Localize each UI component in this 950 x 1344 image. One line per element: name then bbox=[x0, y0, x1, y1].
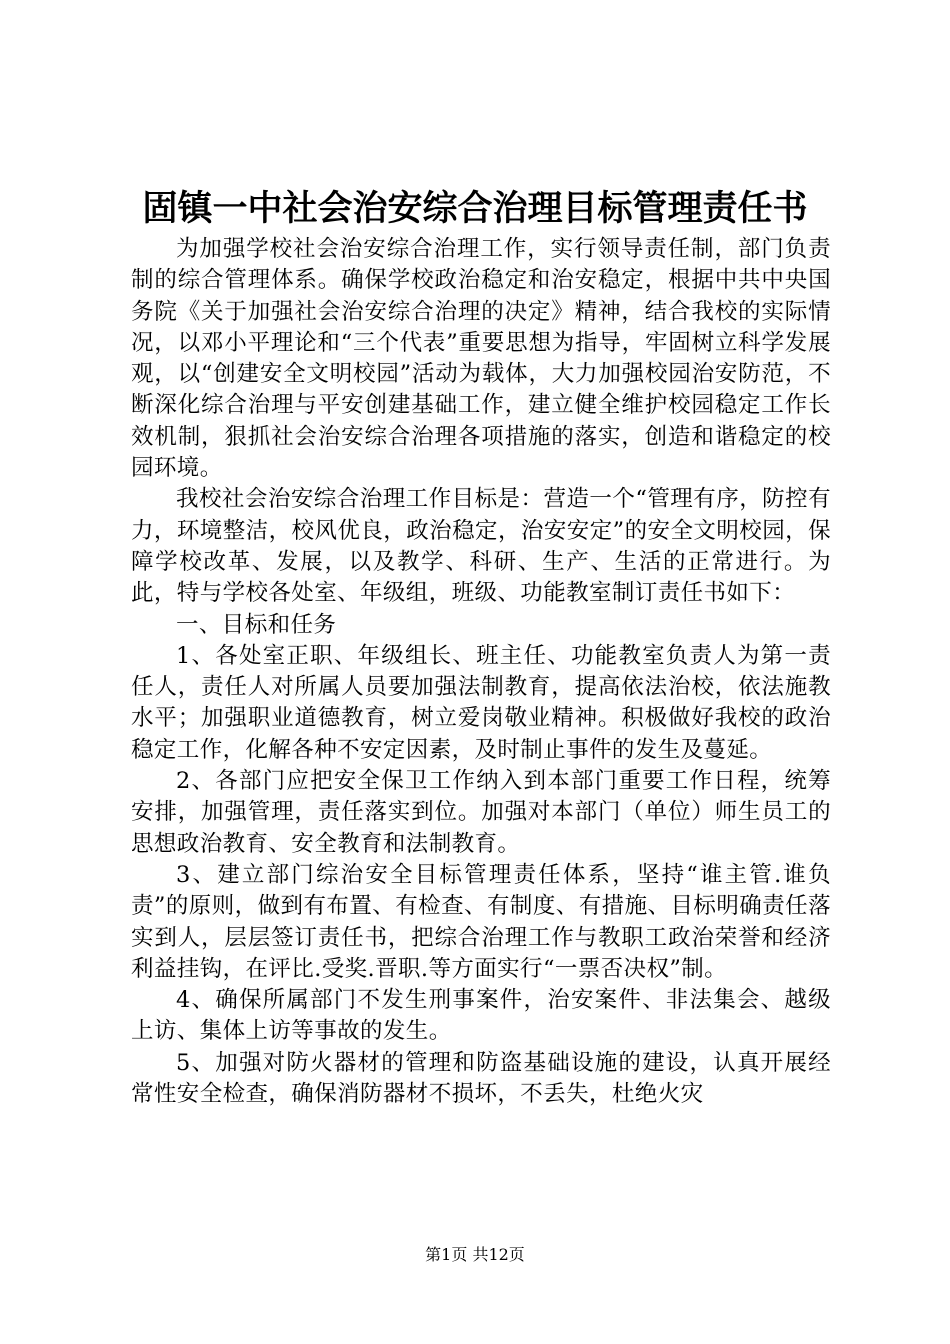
paragraph-goal: 我校社会治安综合治理工作目标是：营造一个“管理有序，防控有力，环境整洁，校风优良，政治稳定，治安安定”的安全文明校园，保障学校改革、发展，以及教学、科研、生产、生活的正常进行。为此，特与学校各处室、年级组，班级、功能教室制订责任书如下： bbox=[131, 486, 831, 607]
paragraph-item-3: 3、建立部门综治安全目标管理责任体系，坚持“谁主管.谁负责”的原则，做到有布置、有检查、有制度、有措施、目标明确责任落实到人，层层签订责任书，把综合治理工作与教职工政治荣誉和经济利益挂钩，在评比.受奖.晋职.等方面实行“一票否决权”制。 bbox=[131, 861, 831, 982]
paragraph-item-5: 5、加强对防火器材的管理和防盗基础设施的建设，认真开展经常性安全检查，确保消防器材不损坏，不丢失，杜绝火灾 bbox=[131, 1049, 831, 1108]
paragraph-item-2: 2、各部门应把安全保卫工作纳入到本部门重要工作日程，统筹安排，加强管理，责任落实到位。加强对本部门（单位）师生员工的思想政治教育、安全教育和法制教育。 bbox=[131, 768, 831, 857]
document-body bbox=[131, 234, 831, 1110]
page-footer: 第1页 共12页 bbox=[425, 1245, 525, 1264]
paragraph-item-1: 1、各处室正职、年级组长、班主任、功能教室负责人为第一责任人，责任人对所属人员要加强法制教育，提高依法治校，依法施教水平；加强职业道德教育，树立爱岗敬业精神。积极做好我校的政治稳定工作，化解各种不安定因素，及时制止事件的发生及蔓延。 bbox=[131, 642, 831, 763]
document-title: 固镇一中社会治安综合治理目标管理责任书 bbox=[142, 189, 808, 229]
paragraph-item-4: 4、确保所属部门不发生刑事案件，治安案件、非法集会、越级上访、集体上访等事故的发生。 bbox=[131, 987, 831, 1045]
paragraph-intro: 为加强学校社会治安综合治理工作，实行领导责任制，部门负责制的综合管理体系。确保学校政治稳定和治安稳定，根据中共中央国务院《关于加强社会治安综合治理的决定》精神，结合我校的实际情况，以邓小平理论和“三个代表”重要思想为指导，牢固树立科学发展观，以“创建安全文明校园”活动为载体，大力加强校园治安防范，不断深化综合治理与平安创建基础工作，建立健全维护校园稳定工作长效机制，狠抓社会治安综合治理各项措施的落实，创造和谐稳定的校园环境。 bbox=[131, 236, 831, 482]
section-heading-goals-tasks: 一、目标和任务 bbox=[176, 611, 337, 638]
